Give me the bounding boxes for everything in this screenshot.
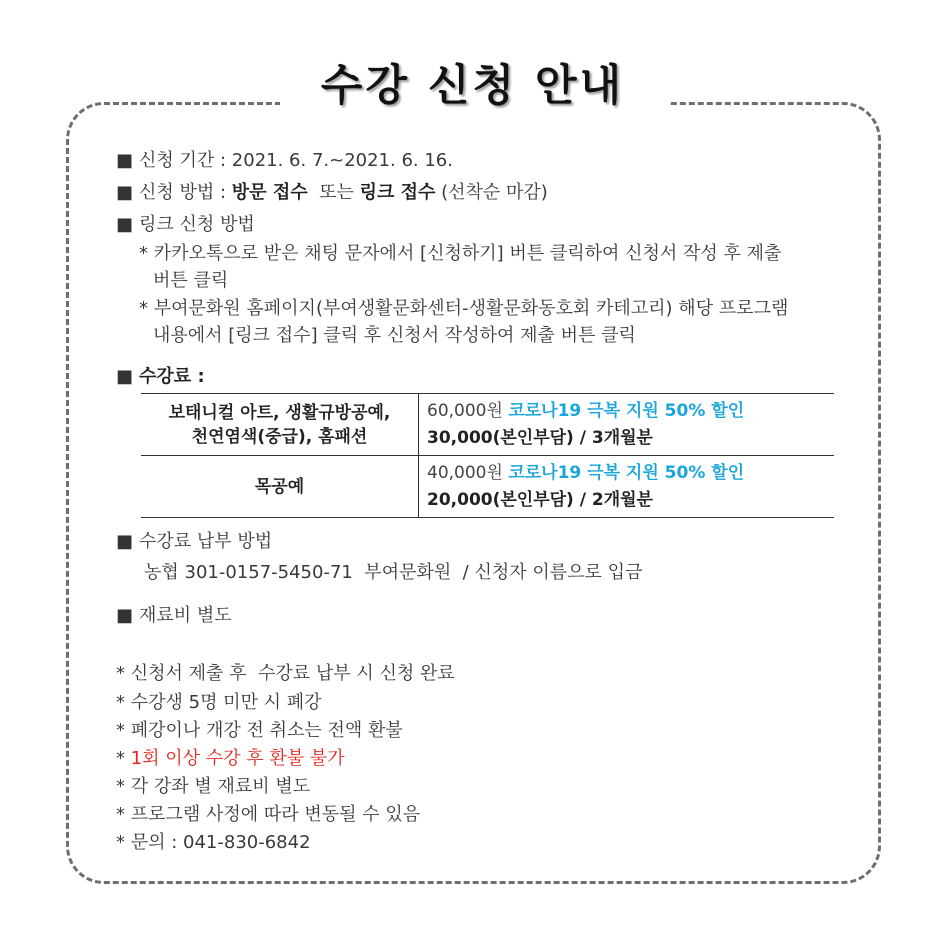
star-icon: * — [116, 776, 125, 797]
note-item-warning — [116, 746, 345, 772]
contact-text: 문의 : 041-830-6842 — [130, 832, 311, 853]
method-suffix: (선착순 마감) — [435, 182, 548, 203]
price-period: / 2개월분 — [573, 489, 653, 510]
note-text: 수강생 5명 미만 시 폐강 — [130, 692, 322, 713]
table-row — [141, 456, 834, 518]
method-visit: 방문 접수 — [231, 182, 308, 203]
page-title: 수강 신청 안내 — [320, 61, 625, 111]
course-price — [419, 394, 835, 456]
course-name — [141, 394, 419, 456]
method-link: 링크 접수 — [359, 182, 436, 203]
note-text: 신청서 제출 후 수강료 납부 시 신청 완료 — [130, 663, 455, 684]
period-text: 신청 기간 : 2021. 6. 7.~2021. 6. 16. — [139, 150, 453, 171]
period-line — [116, 148, 453, 174]
course-price — [419, 456, 835, 518]
star-icon: * — [116, 720, 125, 741]
bullet-square-icon: ■ — [116, 366, 134, 387]
material-line — [116, 603, 232, 629]
method-or: 또는 — [307, 182, 360, 203]
link-method-item-2-cont: 내용에서 [링크 접수] 클릭 후 신청서 작성하여 제출 버튼 클릭 — [153, 325, 636, 346]
course-name-line: 목공예 — [254, 476, 305, 497]
note-item — [116, 690, 322, 716]
payment-heading-text: 수강료 납부 방법 — [139, 531, 273, 552]
material-text: 재료비 별도 — [139, 605, 232, 626]
note-text: 폐강이나 개강 전 취소는 전액 환불 — [130, 720, 403, 741]
note-text: 각 강좌 별 재료비 별도 — [130, 776, 311, 797]
table-row — [141, 394, 834, 456]
link-method-heading — [116, 212, 255, 238]
promo-text: 코로나19 극복 지원 50% 할인 — [508, 462, 745, 483]
star-icon: * — [116, 832, 125, 853]
note-item-contact — [116, 830, 311, 856]
link-method-item-1 — [139, 241, 781, 267]
note-text: 프로그램 사정에 따라 변동될 수 있음 — [130, 804, 421, 825]
method-prefix: 신청 방법 : — [139, 182, 232, 203]
link-method-item-2-line-1: 부여문화원 홈페이지(부여생활문화센터-생활문화동호회 카테고리) 해당 프로그램 — [153, 298, 789, 319]
payment-detail: 농협 301-0157-5450-71 부여문화원 / 신청자 이름으로 입금 — [144, 562, 643, 583]
bullet-square-icon: ■ — [116, 182, 134, 203]
final-price: 30,000(본인부담) — [427, 427, 574, 448]
bullet-square-icon: ■ — [116, 531, 134, 552]
course-name — [141, 456, 419, 518]
fee-table — [141, 393, 834, 518]
course-name-line: 보태니컬 아트, 생활규방공예, — [168, 402, 391, 423]
bullet-square-icon: ■ — [116, 150, 134, 171]
refund-warning: 1회 이상 수강 후 환불 불가 — [130, 748, 345, 769]
link-method-item-1-cont: 버튼 클릭 — [153, 270, 229, 291]
star-icon: * — [116, 804, 125, 825]
link-method-item-2 — [139, 296, 788, 322]
original-price: 40,000원 — [427, 462, 503, 483]
bullet-square-icon: ■ — [116, 605, 134, 626]
fee-heading — [116, 364, 205, 390]
final-price: 20,000(본인부담) — [427, 489, 574, 510]
star-icon: * — [139, 243, 148, 264]
payment-heading — [116, 529, 272, 555]
promo-text: 코로나19 극복 지원 50% 할인 — [508, 400, 745, 421]
star-icon: * — [116, 692, 125, 713]
link-method-item-1-line-1: 카카오톡으로 받은 채팅 문자에서 [신청하기] 버튼 클릭하여 신청서 작성 후 제출 — [153, 243, 782, 264]
link-method-heading-text: 링크 신청 방법 — [139, 214, 255, 235]
star-icon: * — [116, 663, 125, 684]
original-price: 60,000원 — [427, 400, 503, 421]
note-item — [116, 718, 403, 744]
note-item — [116, 774, 310, 800]
star-icon: * — [139, 298, 148, 319]
note-item — [116, 802, 420, 828]
star-icon: * — [116, 748, 125, 769]
fee-heading-text: 수강료 : — [139, 366, 205, 387]
bullet-square-icon: ■ — [116, 214, 134, 235]
price-period: / 3개월분 — [573, 427, 653, 448]
method-line — [116, 180, 548, 206]
note-item — [116, 661, 455, 687]
course-name-line: 천연염색(중급), 홈패션 — [191, 426, 368, 447]
